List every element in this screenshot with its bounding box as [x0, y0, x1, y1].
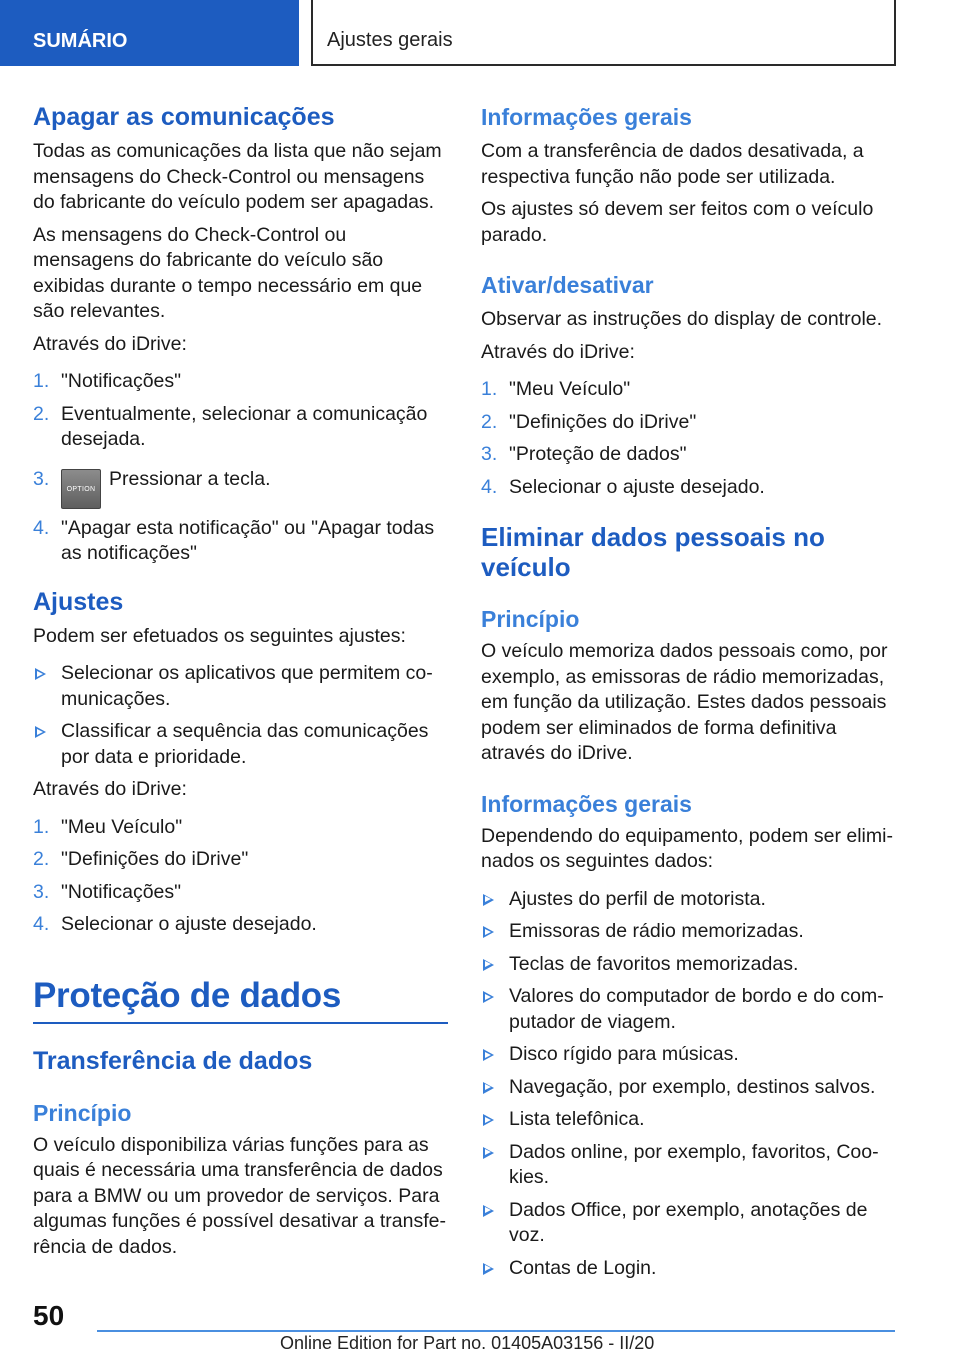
paragraph: Dependendo do equipamento, podem ser eliminados os seguintes dados:: [481, 824, 893, 872]
list-item: 1. "Meu Veículo": [33, 815, 183, 838]
paragraph: Observar as instruções do display de controle.: [481, 308, 883, 330]
bullet-list: [481, 887, 896, 1282]
triangle-bullet-icon: [483, 991, 494, 1003]
triangle-bullet-icon: [483, 1205, 494, 1217]
subheading-ativar: Ativar/desativar: [481, 272, 654, 298]
list-item: Dados Office, por exemplo, anotações de voz.: [481, 1198, 896, 1249]
right-column: [481, 102, 896, 1281]
section-title-box: [311, 0, 896, 66]
list-item: Ajustes do perfil de motorista.: [481, 887, 896, 913]
list-item: 3. "Notificações": [33, 880, 182, 903]
numbered-list: [481, 377, 896, 500]
paragraph: Todas as comunicações da lista que não sejam mensagens do Check-Control ou mensagens do fabricante do veículo podem ser apagadas.: [33, 140, 442, 213]
toc-tab[interactable]: SUMÁRIO: [0, 0, 299, 66]
triangle-bullet-icon: [483, 926, 494, 938]
chapter-rule: [33, 1022, 448, 1024]
list-item: 4. "Apagar esta notificação" ou "Apagar todas as notificações": [33, 516, 435, 564]
paragraph: Através do iDrive:: [33, 778, 187, 800]
triangle-bullet-icon: [483, 959, 494, 971]
subheading-principio: Princípio: [481, 606, 580, 632]
subheading-principio: Princípio: [33, 1099, 132, 1126]
triangle-bullet-icon: [483, 1049, 494, 1061]
paragraph: Com a transferência de dados desativada, a respectiva função não pode ser utilizada.: [481, 140, 864, 188]
list-item: 4. Selecionar o ajuste desejado.: [481, 475, 765, 498]
triangle-bullet-icon: [35, 668, 46, 680]
subheading-informacoes: Informações gerais: [481, 790, 692, 817]
list-item: 3. OPTION Pressionar a tecla.: [33, 467, 448, 509]
bullet-list: [33, 661, 448, 770]
heading-transferencia: Transferência de dados: [33, 1046, 313, 1075]
heading-eliminar: Eliminar dados pessoais no veículo: [481, 522, 825, 582]
list-item: 1. "Meu Veículo": [481, 378, 631, 400]
numbered-list: [33, 369, 448, 567]
list-item: 3. "Proteção de dados": [481, 443, 687, 465]
edition-note: Online Edition for Part no. 01405A03156 - II/20: [280, 1333, 655, 1353]
list-item: Lista telefônica.: [481, 1107, 896, 1133]
list-item: Selecionar os aplicativos que permitem comunicações.: [33, 661, 448, 712]
list-item: Disco rígido para músicas.: [481, 1042, 896, 1068]
left-column: [33, 102, 448, 1260]
list-item: 2. Eventualmente, selecionar a comunicação desejada.: [33, 402, 428, 450]
triangle-bullet-icon: [483, 1114, 494, 1126]
list-item: Valores do computador de bordo e do computador de viagem.: [481, 984, 896, 1035]
triangle-bullet-icon: [483, 1263, 494, 1275]
list-item: Dados online, por exemplo, favoritos, Cookies.: [481, 1140, 896, 1191]
footer-rule: [97, 1330, 895, 1332]
heading-ajustes: Ajustes: [33, 587, 124, 616]
list-item: 1. "Notificações": [33, 370, 182, 392]
paragraph: Os ajustes só devem ser feitos com o veículo parado.: [481, 198, 874, 246]
list-item: Teclas de favoritos memorizadas.: [481, 952, 896, 978]
paragraph: O veículo disponibiliza várias funções para as quais é necessária uma transferência de dados para a BMW ou um provedor de serviços. Para algumas funções é possível desativar a transferência de dados.: [33, 1133, 446, 1258]
paragraph: As mensagens do Check-Control ou mensagens do fabricante do veículo são exibidas durante o tempo necessário em que são relevantes.: [33, 223, 423, 322]
triangle-bullet-icon: [483, 1147, 494, 1159]
paragraph: O veículo memoriza dados pessoais como, por exemplo, as emissoras de rádio memorizadas, em função da utilização. Estes dados pessoais podem ser eliminados de forma definitiva através do iDrive.: [481, 640, 888, 764]
triangle-bullet-icon: [35, 726, 46, 738]
triangle-bullet-icon: [483, 1082, 494, 1094]
heading-apagar: Apagar as comunicações: [33, 103, 335, 131]
section-title: Ajustes gerais: [327, 29, 453, 51]
list-item: Contas de Login.: [481, 1256, 896, 1282]
list-item: 2. "Definições do iDrive": [481, 410, 697, 433]
list-item: 2. "Definições do iDrive": [33, 848, 249, 870]
list-item: 4. Selecionar o ajuste desejado.: [33, 913, 317, 935]
page-number: 50: [33, 1300, 65, 1331]
numbered-list: [33, 815, 448, 938]
paragraph: Através do iDrive:: [33, 332, 187, 355]
paragraph: Através do iDrive:: [481, 340, 635, 363]
chapter-title: Proteção de dados: [33, 975, 342, 1015]
list-item: Emissoras de rádio memorizadas.: [481, 919, 896, 945]
triangle-bullet-icon: [483, 894, 494, 906]
subheading-informacoes: Informações gerais: [481, 104, 692, 130]
list-item: Navegação, por exemplo, destinos salvos.: [481, 1075, 896, 1101]
list-item: Classificar a sequência das comunicações por data e prioridade.: [33, 719, 448, 770]
option-button-icon: OPTION: [61, 469, 101, 509]
paragraph: Podem ser efetuados os seguintes ajustes:: [33, 624, 406, 647]
